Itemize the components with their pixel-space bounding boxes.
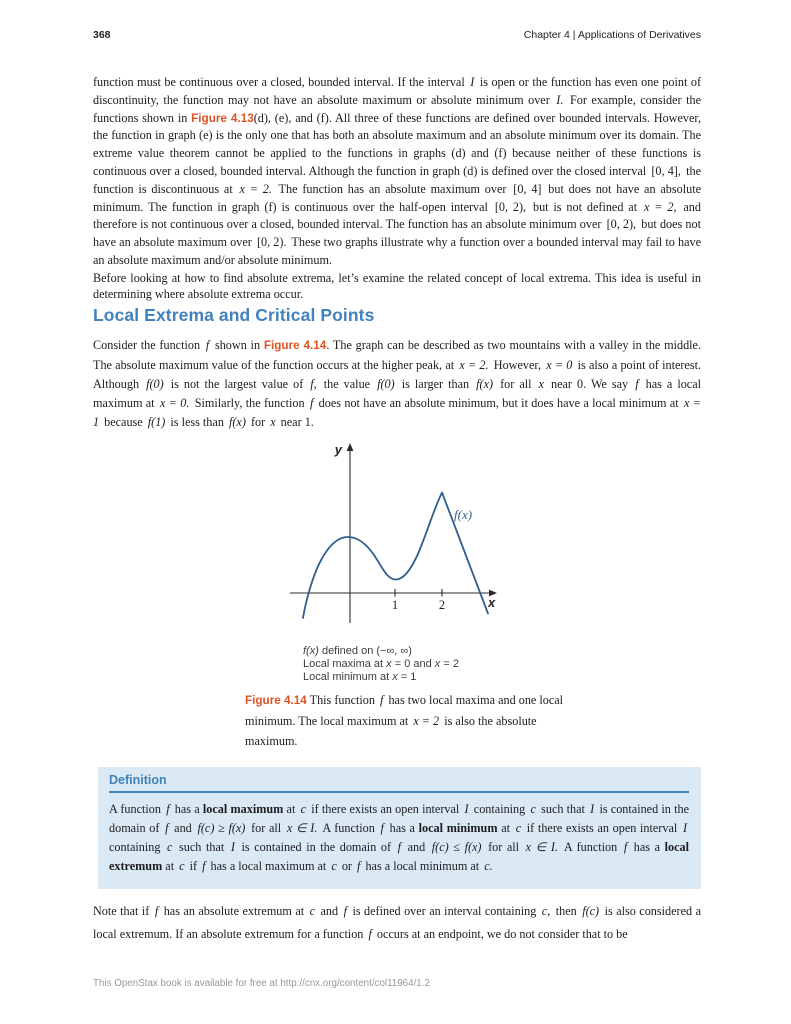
text-segment: but does not have an absolute maximum over — [93, 217, 701, 250]
text-segment: f — [166, 802, 170, 816]
text-segment: f(x) — [303, 645, 319, 657]
text-segment: x = 2, — [643, 199, 677, 214]
text-segment: [0, 2), — [494, 199, 527, 214]
text-segment: such that — [537, 802, 589, 816]
text-segment: occurs at an endpoint, we do not consider that to be — [373, 926, 628, 941]
text-segment: f — [343, 904, 347, 918]
text-segment: at — [283, 802, 299, 816]
text-segment: x = 1 — [93, 395, 702, 429]
text-segment: and — [170, 821, 196, 835]
text-segment: x ∈ I. — [525, 840, 558, 854]
text-segment: at — [162, 859, 178, 873]
text-segment: f — [368, 926, 372, 941]
graph-note-domain — [303, 645, 701, 658]
text-segment: has a — [385, 821, 419, 835]
text-segment: at — [497, 821, 514, 835]
text-segment: for all — [247, 821, 285, 835]
text-segment: has two local maxima and one local minimum. The local maximum at — [245, 693, 564, 728]
text-segment: is contained in the domain of — [236, 840, 396, 854]
paragraph-note — [93, 900, 701, 945]
text-segment: c — [331, 859, 337, 873]
text-segment: is also the absolute maximum. — [245, 714, 537, 748]
text-segment: f(0) — [146, 376, 164, 391]
y-axis-label: y — [334, 442, 342, 457]
text-segment: x = 2. — [239, 181, 272, 196]
text-segment: = 1 — [397, 671, 417, 683]
text-segment: A function — [109, 802, 165, 816]
text-segment: c, — [541, 904, 551, 918]
text-segment: However, — [490, 357, 545, 372]
text-segment: the value — [318, 376, 376, 391]
text-segment: [0, 4] — [513, 181, 542, 196]
text-segment: x = 2 — [413, 714, 440, 728]
text-segment: x = 0. — [159, 395, 190, 410]
text-segment: x — [538, 376, 544, 391]
text-segment: f — [205, 338, 210, 352]
text-segment: f — [309, 395, 314, 410]
text-segment: is not the largest value of — [165, 376, 309, 391]
paragraph-extreme-value-theorem — [93, 74, 701, 270]
footer-url-link[interactable]: http://cnx.org/content/col11964/1.2 — [280, 978, 430, 989]
text-segment: f — [623, 840, 628, 854]
text-segment: x — [270, 414, 276, 429]
text-segment: does not have an absolute minimum, but it does have a local minimum at — [315, 395, 683, 410]
text-segment: f(x) — [228, 414, 246, 429]
definition-title: Definition — [109, 773, 689, 793]
tick-label-1: 1 — [391, 598, 399, 612]
text-segment: f — [380, 693, 384, 707]
text-segment: is less than — [167, 414, 227, 429]
text-segment: Consider the function — [93, 338, 204, 352]
paragraph-consider-function — [93, 336, 701, 432]
text-segment: = 2 — [440, 658, 459, 670]
text-segment: These two graphs illustrate why a function over a bounded interval may fail to have an absolute maximum and/or absolute minimum. — [93, 235, 702, 267]
definition-box — [98, 767, 701, 889]
text-segment: has a local maximum at — [207, 859, 330, 873]
text-segment: I — [464, 802, 469, 816]
text-segment: f(1) — [147, 414, 166, 429]
text-segment: containing — [470, 802, 529, 816]
y-axis-arrow-icon — [347, 443, 354, 451]
text-segment: for all — [483, 840, 524, 854]
text-segment: f — [635, 376, 639, 391]
text-segment: local maximum — [202, 802, 284, 816]
text-segment: f(c) — [582, 904, 600, 918]
text-segment: f — [165, 821, 169, 835]
text-segment: = 0 and — [391, 658, 435, 670]
figure-ref-link[interactable]: Figure 4.14 — [263, 339, 327, 352]
text-segment: is open or the function has even one point of discontinuity, the function may not have an absolute maximum or absolute minimum over — [93, 75, 701, 107]
text-segment: and — [403, 840, 430, 854]
text-segment: but does not have an absolute minimum. The function in graph (f) is continuous over the half-open interval — [93, 181, 701, 214]
text-segment: has an absolute extremum at — [160, 904, 308, 918]
text-segment: f, — [310, 376, 317, 391]
text-segment: Note that if — [93, 904, 153, 918]
text-segment: I — [590, 802, 595, 816]
chapter-title: Chapter 4 | Applications of Derivatives — [523, 29, 701, 41]
text-segment: if — [186, 859, 201, 873]
text-segment: I — [682, 821, 687, 835]
function-graph — [282, 440, 522, 644]
text-segment: This function — [306, 693, 378, 707]
text-segment: c — [309, 904, 316, 918]
text-segment: x — [386, 658, 392, 670]
text-segment: I. — [556, 92, 564, 107]
text-segment: A function — [319, 821, 379, 835]
text-segment: c — [300, 802, 306, 816]
text-segment: local extremum — [109, 840, 689, 873]
text-segment: or — [338, 859, 356, 873]
text-segment: has a local minimum at — [362, 859, 483, 873]
section-heading: Local Extrema and Critical Points — [93, 305, 375, 325]
paragraph-before-looking — [93, 271, 701, 303]
graph-note-maxima — [303, 658, 701, 671]
text-segment: such that — [174, 840, 229, 854]
text-segment: has a — [629, 840, 665, 854]
text-segment: for — [247, 414, 269, 429]
graph-annotations — [303, 645, 701, 684]
text-segment: The function has an absolute maximum over — [273, 181, 512, 196]
text-segment: c. — [484, 859, 493, 873]
figure-ref-link[interactable]: Figure 4.13 — [191, 111, 254, 125]
page-header — [93, 29, 701, 41]
figure-caption — [245, 690, 589, 751]
text-segment: shown in — [211, 338, 264, 352]
text-segment: is larger than — [396, 376, 475, 391]
text-segment: has a — [171, 802, 203, 816]
text-segment: f — [202, 859, 206, 873]
text-segment: c — [530, 802, 536, 816]
text-segment: This OpenStax book is available for free at — [93, 978, 281, 989]
graph-note-minimum — [303, 671, 701, 684]
text-segment: x — [434, 658, 441, 670]
text-segment: Local maxima at — [303, 658, 387, 670]
text-segment: Similarly, the function — [191, 395, 308, 410]
tick-label-2: 2 — [438, 598, 446, 612]
text-segment: f — [154, 904, 159, 918]
definition-body — [109, 800, 689, 876]
text-segment: defined on (−∞, ∞) — [318, 645, 412, 657]
text-segment: (d), (e), and (f). All three of these functions are defined over bounded intervals. However, the function in graph (e) is the only one that has both an absolute maximum and an absolute minimum over its domain. The extreme value theorem cannot be applied to the functions in graphs (d) and (f) because neither of these functions is continuous over a closed, bounded interval. Although the function in graph (d) is defined over the closed interval — [93, 110, 701, 178]
text-segment: near 0. We say — [545, 376, 634, 391]
text-segment: but is not defined at — [528, 199, 642, 214]
text-segment: is also considered a local extremum. If an absolute extremum for a function — [93, 904, 701, 941]
text-segment: Local minimum at — [303, 671, 393, 683]
page-footer — [93, 978, 430, 989]
text-segment: is defined over an interval containing — [348, 904, 540, 918]
text-segment: containing — [109, 840, 166, 854]
text-segment: local minimum — [418, 821, 498, 835]
text-segment: is also a point of interest. Although — [93, 357, 702, 391]
text-segment: because — [101, 414, 146, 429]
text-segment: has a local maximum at — [93, 376, 702, 410]
text-segment: f(c) ≤ f(x) — [431, 840, 482, 854]
text-segment: I — [230, 840, 235, 854]
text-segment: f — [357, 859, 361, 873]
text-segment: Before looking at how to find absolute extrema, let’s examine the related concept of local extrema. This idea is useful in determining where absolute extrema occur. — [93, 271, 701, 301]
text-segment: x — [392, 671, 398, 683]
text-segment: c — [167, 840, 173, 854]
x-axis-label: x — [488, 595, 496, 610]
text-segment: is contained in the domain of — [109, 802, 689, 835]
text-segment: I — [470, 75, 475, 89]
text-segment: for all — [495, 376, 537, 391]
text-segment: For example, consider the functions shown in — [93, 92, 701, 125]
text-segment: the function is discontinuous at — [93, 163, 701, 196]
text-segment: and — [317, 904, 342, 918]
text-segment: if there exists an open interval — [523, 821, 681, 835]
text-segment: and therefore is not continuous over a closed, bounded interval. The function has an absolute minimum over — [93, 199, 701, 232]
figure-ref-link[interactable]: Figure 4.14 — [245, 694, 307, 707]
text-segment: f — [380, 821, 384, 835]
text-segment: f(x) — [476, 376, 494, 391]
text-segment: f(c) ≥ f(x) — [197, 821, 246, 835]
text-segment: x = 2. — [459, 357, 489, 372]
text-segment: x ∈ I. — [286, 821, 318, 835]
text-segment: [0, 2). — [256, 235, 287, 250]
text-segment: c — [179, 859, 185, 873]
text-segment: f — [397, 840, 402, 854]
text-segment: f(0) — [377, 376, 395, 391]
text-segment: A function — [559, 840, 622, 854]
page-number: 368 — [93, 29, 111, 41]
text-segment: [0, 4], — [651, 163, 681, 178]
text-segment: . The graph can be described as two mountains with a valley in the middle. The absolute maximum value of the function occurs at the higher peak, at — [93, 338, 702, 372]
text-segment: if there exists an open interval — [307, 802, 463, 816]
text-segment: c — [515, 821, 522, 835]
text-segment: x = 0 — [546, 357, 573, 372]
text-segment: near 1. — [277, 414, 314, 429]
figure-4-14 — [93, 440, 701, 751]
curve-label: f(x) — [454, 507, 473, 522]
text-segment: function must be continuous over a closed, bounded interval. If the interval — [93, 75, 469, 89]
text-segment: [0, 2), — [606, 217, 637, 232]
text-segment: then — [552, 904, 581, 918]
